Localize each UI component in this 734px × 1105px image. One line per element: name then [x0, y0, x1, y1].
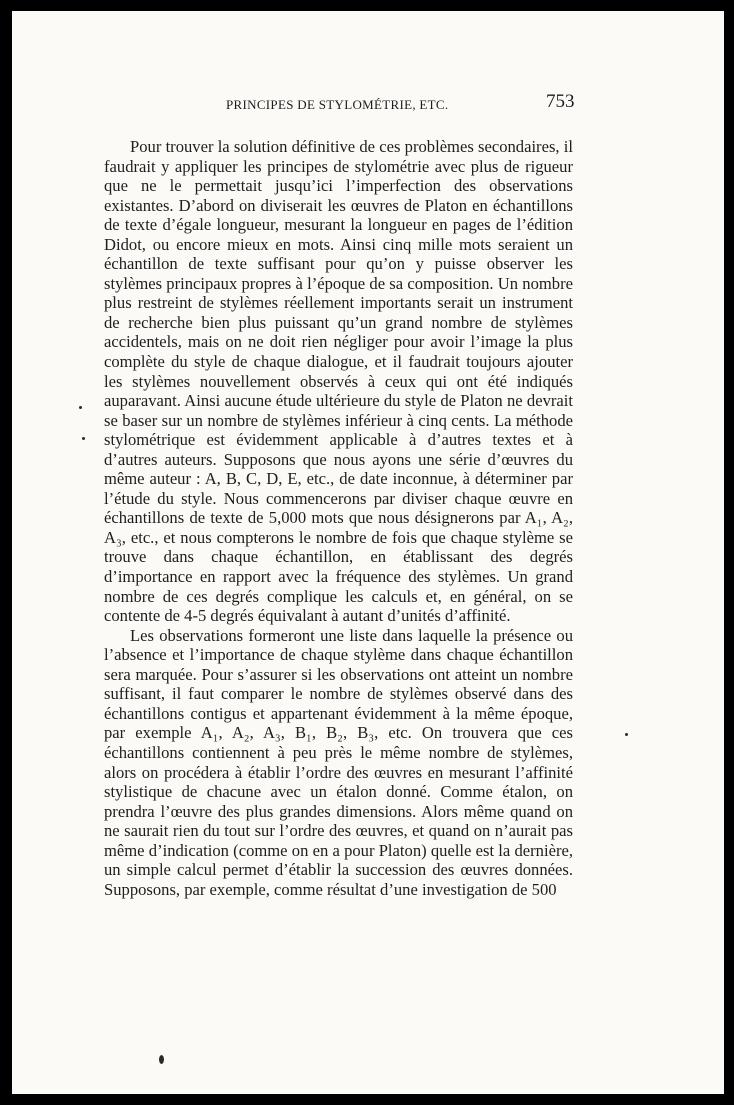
body-text: [104, 137, 573, 899]
running-head: PRINCIPES DE STYLOMÉTRIE, ETC.: [226, 97, 449, 112]
ink-speck: [625, 733, 628, 736]
page-number: 753: [546, 91, 575, 112]
ink-speck: [79, 406, 82, 409]
paragraph: Les observations formeront une liste dans laquelle la présence ou l’absence et l’importance de chaque stylème dans chaque échantillon sera marquée. Pour s’assurer si les observations ont atteint un nombre suffisant, il faut comparer le nombre de stylèmes observé dans des échantillons contigus et appartenant évidemment à la même époque, par exemple A₁, A₂, A₃, B₁, B₂, B₃, etc. On trouvera que ces échantillons contiennent à peu près le même nombre de stylèmes, alors on procédera à établir l’ordre des œuvres en mesurant l’affinité stylistique de chacune avec un étalon donné. Comme étalon, on prendra l’œuvre des plus grandes dimensions. Alors même quand on ne saurait rien du tout sur l’ordre des œuvres, et quand on n’aurait pas même d’indication (comme on en a pour Platon) quelle est la dernière, un simple calcul permet d’établir la succession des œuvres données. Supposons, par exemple, comme résultat d’une investigation de 500: [104, 625, 573, 899]
ink-speck: [82, 437, 85, 440]
book-page: [12, 11, 724, 1094]
ink-speck: [159, 1055, 164, 1064]
page-header: [12, 91, 724, 121]
paragraph: Pour trouver la solution définitive de ces problèmes secondaires, il faudrait y appliquer les principes de stylométrie avec plus de rigueur que ne le permettait jusqu’ici l’imperfection des observations existantes. D’abord on diviserait les œuvres de Platon en échantillons de texte d’égale longueur, mesurant la longueur en pages de l’édition Didot, ou encore mieux en mots. Ainsi cinq mille mots seraient un échantillon de texte suffisant pour qu’on y puisse observer les stylèmes principaux propres à l’époque de sa composition. Un nombre plus restreint de stylèmes réellement importants serait un instrument de recherche bien plus puissant qu’un grand nombre de stylèmes accidentels, mais on ne doit rien négliger pour avoir l’image la plus complète du style de chaque dialogue, et il faudrait toujours ajouter les stylèmes nouvellement observés à ceux qui ont été indiqués auparavant. Ainsi aucune étude ultérieure du style de Platon ne devrait se baser sur un nombre de stylèmes inférieur à cinq cents. La méthode stylométrique est évidemment applicable à d’autres textes et à d’autres auteurs. Supposons que nous ayons une série d’œuvres du même auteur : A, B, C, D, E, etc., de date inconnue, à déterminer par l’étude du style. Nous commencerons par diviser chaque œuvre en échantillons de texte de 5,000 mots que nous désignerons par A₁, A₂, A₃, etc., et nous compterons le nombre de fois que chaque stylème se trouve dans chaque échantillon, en établissant des degrés d’importance en rapport avec la fréquence des stylèmes. Un grand nombre de ces degrés complique les calculs et, en général, on se contente de 4-5 degrés équivalant à autant d’unités d’affinité.: [104, 137, 573, 626]
